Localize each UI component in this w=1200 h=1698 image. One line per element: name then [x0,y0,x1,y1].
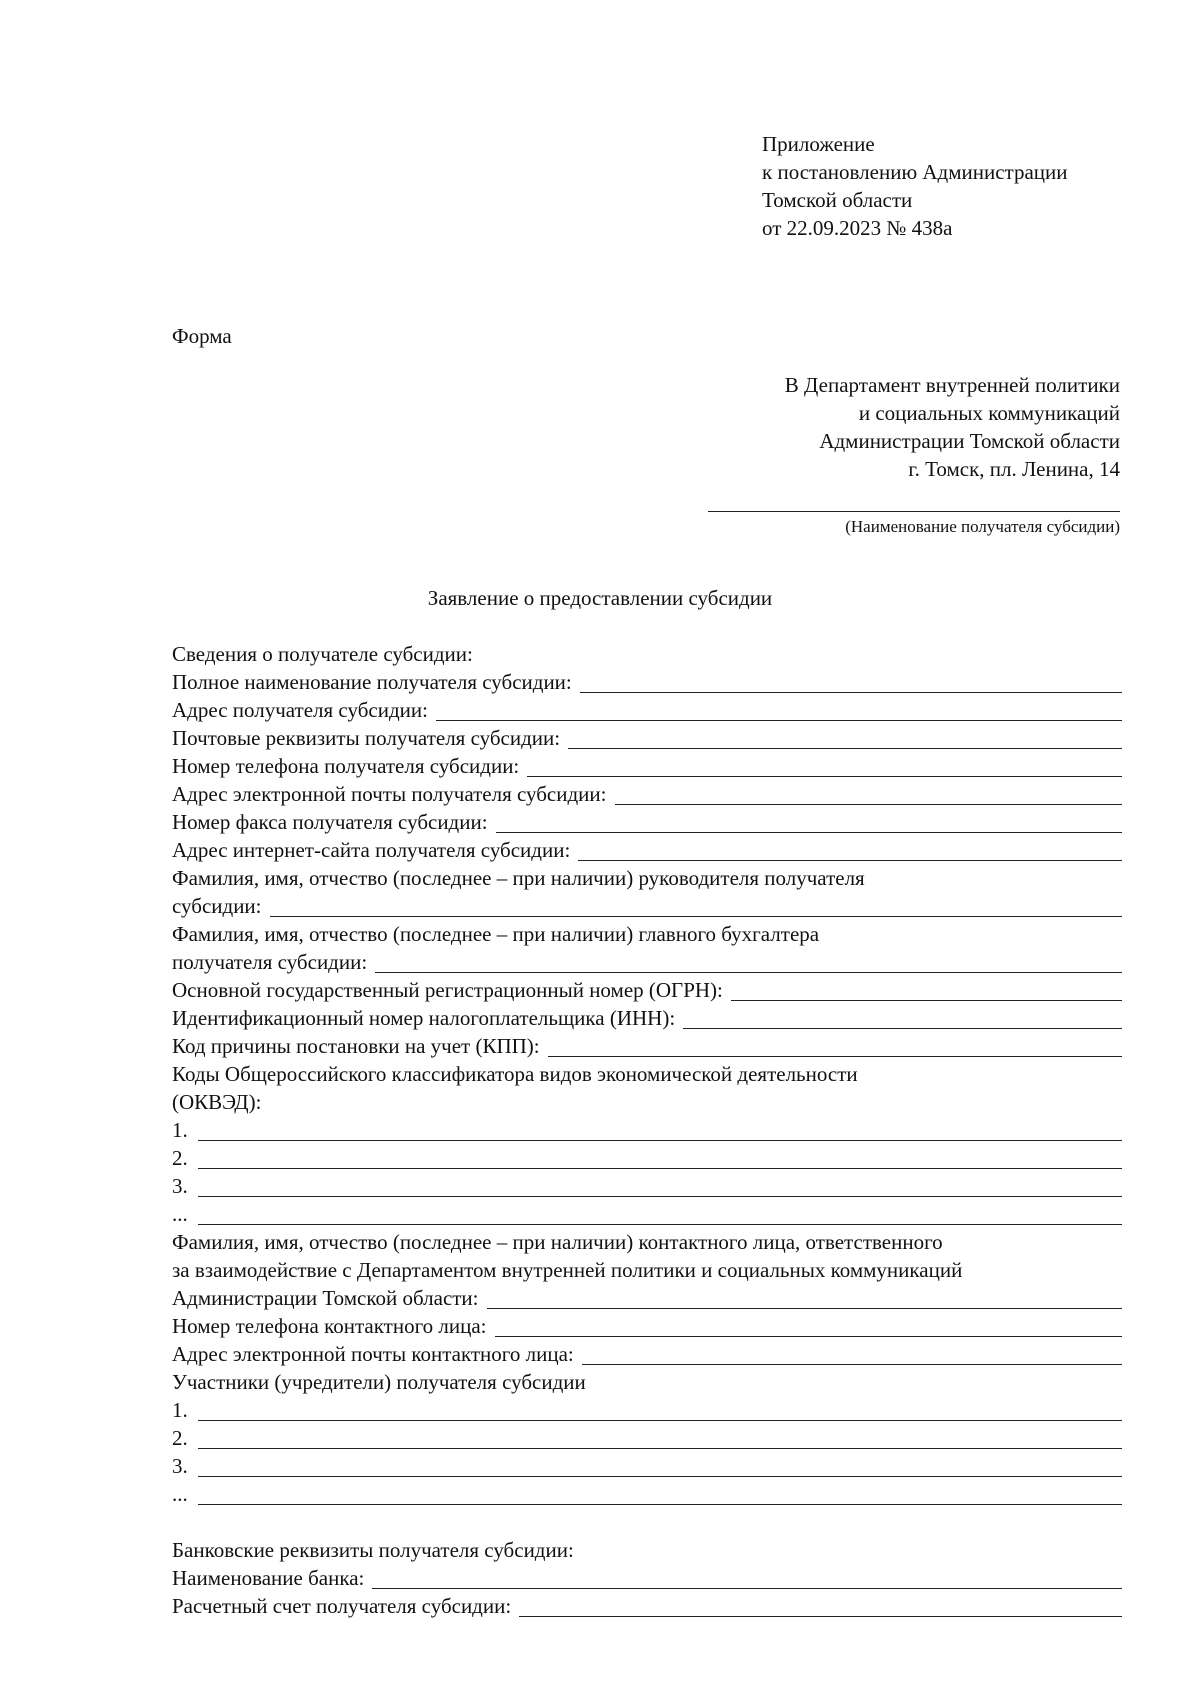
head-name-field[interactable] [270,894,1122,917]
spacer [172,1508,1122,1536]
founder-item [172,1480,1122,1508]
field-label: Номер телефона контактного лица: [172,1314,487,1338]
form-row [172,724,1122,752]
contact-email-field[interactable] [582,1342,1122,1365]
website-field[interactable] [578,838,1122,861]
appendix-line: Томской области [762,188,913,212]
form-row [172,1340,1122,1368]
form-row [172,668,1122,696]
postal-field[interactable] [568,726,1122,749]
founder-item [172,1452,1122,1480]
form-row [172,1312,1122,1340]
form-row [172,1564,1122,1592]
item-number: ... [172,1482,188,1506]
field-label: Фамилия, имя, отчество (последнее – при наличии) руководителя получателя [172,866,865,890]
founder-item [172,1396,1122,1424]
email-field[interactable] [615,782,1123,805]
addressee-line: г. Томск, пл. Ленина, 14 [908,457,1120,481]
field-label: Фамилия, имя, отчество (последнее – при наличии) контактного лица, ответственного [172,1230,943,1254]
form-row [172,948,1122,976]
contact-name-field[interactable] [487,1286,1122,1309]
okved-field[interactable] [198,1118,1122,1141]
form-row [172,892,1122,920]
form-body [172,640,1122,1620]
okved-item [172,1172,1122,1200]
field-label: получателя субсидии: [172,950,368,974]
form-row [172,1284,1122,1312]
ogrn-field[interactable] [731,978,1122,1001]
founder-item [172,1424,1122,1452]
field-label: Основной государственный регистрационный номер (ОГРН): [172,978,723,1002]
field-label: Адрес электронной почты получателя субсидии: [172,782,607,806]
field-label: Расчетный счет получателя субсидии: [172,1594,512,1618]
field-label: Идентификационный номер налогоплательщика (ИНН): [172,1006,676,1030]
addressee-line: и социальных коммуникаций [858,401,1120,425]
form-row [172,780,1122,808]
field-label: Номер телефона получателя субсидии: [172,754,520,778]
item-number: ... [172,1202,188,1226]
contact-phone-field[interactable] [495,1314,1122,1337]
field-label: Адрес интернет-сайта получателя субсидии: [172,838,571,862]
accountant-name-field[interactable] [375,950,1122,973]
addressee-line: В Департамент внутренней политики [784,373,1120,397]
inn-field[interactable] [683,1006,1122,1029]
field-label: Номер факса получателя субсидии: [172,810,488,834]
bank-account-field[interactable] [519,1594,1122,1617]
addressee-line: Администрации Томской области [819,429,1120,453]
founder-field[interactable] [198,1426,1122,1449]
founder-field[interactable] [198,1454,1122,1477]
form-row [172,976,1122,1004]
fax-field[interactable] [496,810,1122,833]
field-label: за взаимодействие с Департаментом внутренней политики и социальных коммуникаций [172,1258,963,1282]
item-number: 3. [172,1174,188,1198]
form-row [172,836,1122,864]
kpp-field[interactable] [548,1034,1122,1057]
document-title: Заявление о предоставлении субсидии [427,586,773,610]
item-number: 2. [172,1146,188,1170]
recipient-caption: (Наименование получателя субсидии) [845,517,1120,536]
field-label: Адрес электронной почты контактного лица: [172,1342,574,1366]
appendix-line: от 22.09.2023 № 438а [762,216,953,240]
bank-name-field[interactable] [372,1566,1122,1589]
form-row [172,1032,1122,1060]
addressee-block [785,371,1120,483]
okved-item [172,1116,1122,1144]
form-row [172,696,1122,724]
recipient-name-field[interactable] [708,511,1120,512]
founder-field[interactable] [198,1482,1122,1505]
field-label: Наименование банка: [172,1566,365,1590]
form-row [172,1004,1122,1032]
okved-field[interactable] [198,1146,1122,1169]
full-name-field[interactable] [580,670,1122,693]
item-number: 2. [172,1426,188,1450]
appendix-line: к постановлению Администрации [762,160,1068,184]
field-label: Администрации Томской области: [172,1286,479,1310]
field-label: Адрес получателя субсидии: [172,698,428,722]
form-row [172,1592,1122,1620]
field-label: Полное наименование получателя субсидии: [172,670,572,694]
form-row [172,808,1122,836]
section-heading: Банковские реквизиты получателя субсидии: [172,1538,574,1562]
form-label: Форма [172,324,232,348]
appendix-line: Приложение [762,132,875,156]
okved-item [172,1144,1122,1172]
okved-item [172,1200,1122,1228]
address-field[interactable] [436,698,1122,721]
field-label: субсидии: [172,894,262,918]
item-number: 3. [172,1454,188,1478]
founder-field[interactable] [198,1398,1122,1421]
phone-field[interactable] [527,754,1122,777]
okved-field[interactable] [198,1174,1122,1197]
field-label: (ОКВЭД): [172,1090,262,1114]
field-label: Код причины постановки на учет (КПП): [172,1034,540,1058]
okved-field[interactable] [198,1202,1122,1225]
section-heading: Сведения о получателе субсидии: [172,642,473,666]
section-heading: Участники (учредители) получателя субсидии [172,1370,586,1394]
field-label: Фамилия, имя, отчество (последнее – при наличии) главного бухгалтера [172,922,820,946]
field-label: Почтовые реквизиты получателя субсидии: [172,726,561,750]
item-number: 1. [172,1118,188,1142]
item-number: 1. [172,1398,188,1422]
field-label: Коды Общероссийского классификатора видов экономической деятельности [172,1062,858,1086]
form-row [172,752,1122,780]
appendix-block [762,130,1068,242]
